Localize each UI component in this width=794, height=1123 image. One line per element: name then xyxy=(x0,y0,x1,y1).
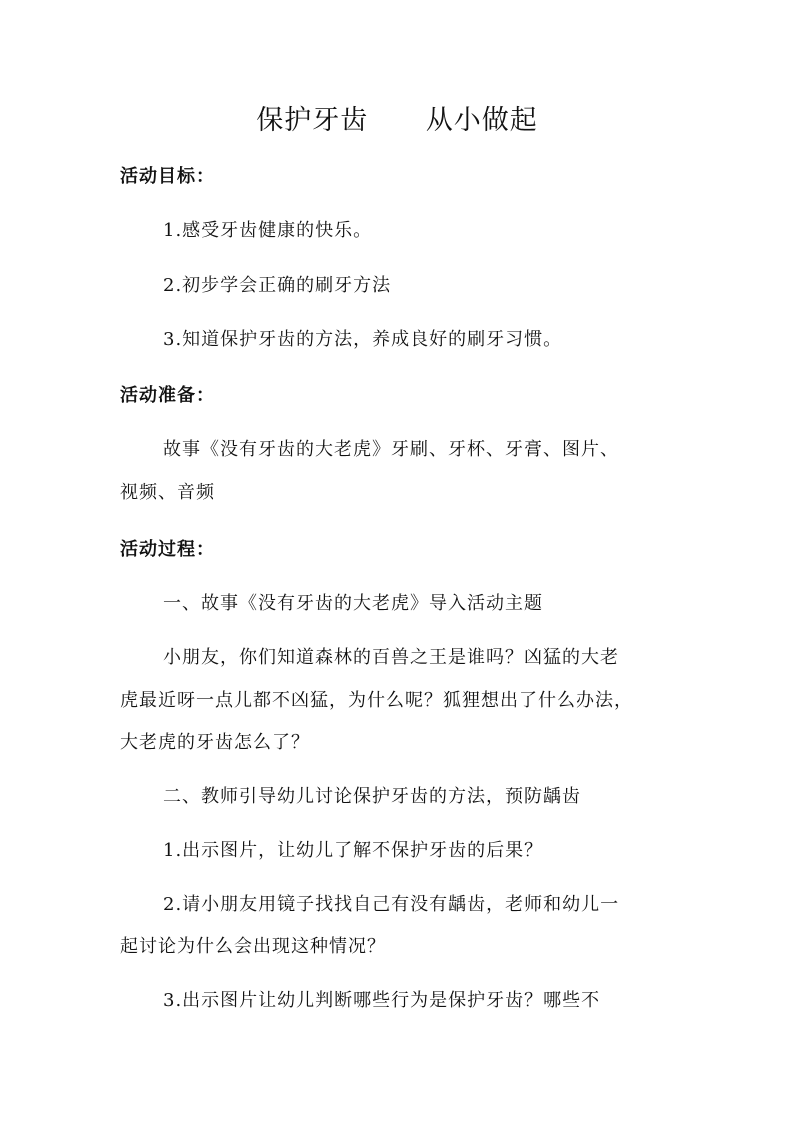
goal-item-1: 1.感受牙齿健康的快乐。 xyxy=(163,220,373,241)
step1-title: 一、故事《没有牙齿的大老虎》导入活动主题 xyxy=(163,593,543,614)
step2-title: 二、教师引导幼儿讨论保护牙齿的方法，预防龋齿 xyxy=(163,786,581,807)
prep-heading: 活动准备： xyxy=(120,385,215,406)
prep-line-1: 故事《没有牙齿的大老虎》牙刷、牙杯、牙膏、图片、 xyxy=(163,439,619,460)
step2-item-2-line-1: 2.请小朋友用镜子找找自己有没有龋齿，老师和幼儿一 xyxy=(163,894,620,915)
document-title: 保护牙齿 从小做起 xyxy=(256,105,538,136)
step2-item-2-line-2: 起讨论为什么会出现这种情况？ xyxy=(120,936,386,957)
goal-item-3: 3.知道保护牙齿的方法，养成良好的刷牙习惯。 xyxy=(163,329,563,350)
step2-item-3: 3.出示图片让幼儿判断哪些行为是保护牙齿？哪些不 xyxy=(163,990,601,1011)
step1-paragraph-line-3: 大老虎的牙齿怎么了？ xyxy=(120,732,310,753)
prep-line-2: 视频、音频 xyxy=(120,482,215,503)
goal-item-2: 2.初步学会正确的刷牙方法 xyxy=(163,275,392,296)
goals-heading: 活动目标： xyxy=(120,166,215,187)
step2-item-1: 1.出示图片，让幼儿了解不保护牙齿的后果？ xyxy=(163,840,544,861)
process-heading: 活动过程： xyxy=(120,539,215,560)
step1-paragraph-line-2: 虎最近呀一点儿都不凶猛，为什么呢？狐狸想出了什么办法， xyxy=(120,690,633,711)
step1-paragraph-line-1: 小朋友，你们知道森林的百兽之王是谁吗？凶猛的大老 xyxy=(163,647,619,668)
